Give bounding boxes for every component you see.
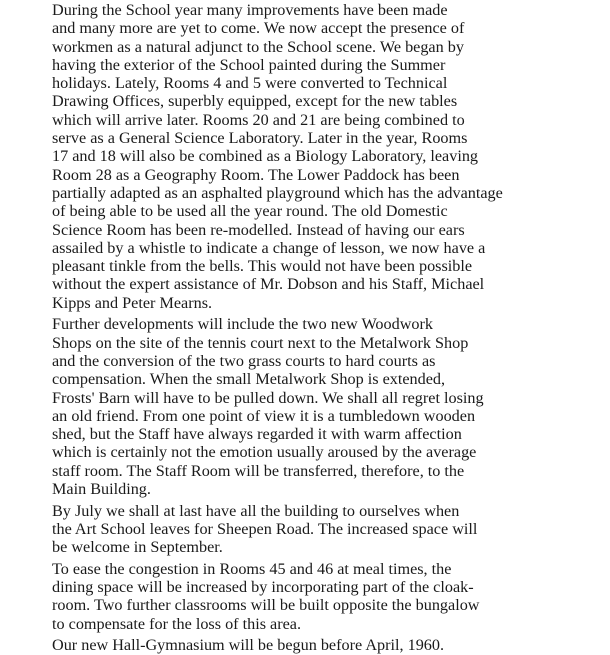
paragraph-art-school [31, 502, 582, 557]
paragraph-improvements [31, 1, 582, 312]
text-line: workmen as a natural adjunct to the School scene. We began by [52, 37, 464, 56]
text-line: shed, but the Staff have always regarded it with warm affection [52, 425, 462, 444]
text-line: Frosts' Barn will have to be pulled down. We shall all regret losing [52, 388, 484, 407]
text-line: an old friend. From one point of view it is a tumbledown wooden [52, 406, 476, 425]
text-line: holidays. Lately, Rooms 4 and 5 were converted to Technical [52, 74, 448, 93]
text-line: During the School year many improvements have been made [52, 1, 448, 19]
text-line: Main Building. [52, 480, 151, 499]
text-line: and many more are yet to come. We now accept the presence of [52, 19, 465, 38]
text-line: dining space will be increased by incorporating part of the cloak- [52, 578, 474, 597]
paragraph-dining-space [31, 560, 582, 633]
text-line: to compensate for the loss of this area. [52, 614, 302, 633]
text-line: To ease the congestion in Rooms 45 and 46 at meal times, the [52, 559, 452, 578]
text-line: Our new Hall-Gymnasium will be begun before April, 1960. [52, 636, 445, 655]
text-line: Further developments will include the two new Woodwork [52, 315, 433, 334]
text-line: of being able to be used all the year round. The old Domestic [52, 202, 448, 221]
text-line: having the exterior of the School painted during the Summer [52, 55, 446, 74]
text-line: Room 28 as a Geography Room. The Lower Paddock has been [52, 165, 460, 184]
text-line: be welcome in September. [52, 538, 223, 557]
text-line: room. Two further classrooms will be built opposite the bungalow [52, 596, 480, 615]
text-line: which will arrive later. Rooms 20 and 21 are being combined to [52, 110, 465, 129]
text-line: the Art School leaves for Sheepen Road. The increased space will [52, 519, 478, 538]
text-line: Shops on the site of the tennis court next to the Metalwork Shop [52, 333, 469, 352]
text-line: 17 and 18 will also be combined as a Biology Laboratory, leaving [52, 147, 479, 166]
text-line: Kipps and Peter Mearns. [52, 293, 213, 312]
text-line: pleasant tinkle from the bells. This would not have been possible [52, 257, 473, 276]
text-line: without the expert assistance of Mr. Dobson and his Staff, Michael [52, 275, 485, 294]
text-line: compensation. When the small Metalwork Shop is extended, [52, 370, 446, 389]
text-line: Science Room has been re-modelled. Instead of having our ears [52, 220, 465, 239]
text-line: which is certainly not the emotion usually aroused by the average [52, 443, 477, 462]
text-line: serve as a General Science Laboratory. Later in the year, Rooms [52, 129, 468, 148]
paragraph-further-developments [31, 315, 582, 498]
text-line: By July we shall at last have all the building to ourselves when [52, 501, 460, 520]
text-line: staff room. The Staff Room will be transferred, therefore, to the [52, 461, 465, 480]
text-line: assailed by a whistle to indicate a change of lesson, we now have a [52, 238, 486, 257]
text-line: and the conversion of the two grass courts to hard courts as [52, 351, 436, 370]
text-line: Drawing Offices, superbly equipped, except for the new tables [52, 92, 458, 111]
text-line: partially adapted as an asphalted playground which has the advantage [52, 183, 503, 202]
paragraph-hall-gymnasium [31, 636, 582, 654]
